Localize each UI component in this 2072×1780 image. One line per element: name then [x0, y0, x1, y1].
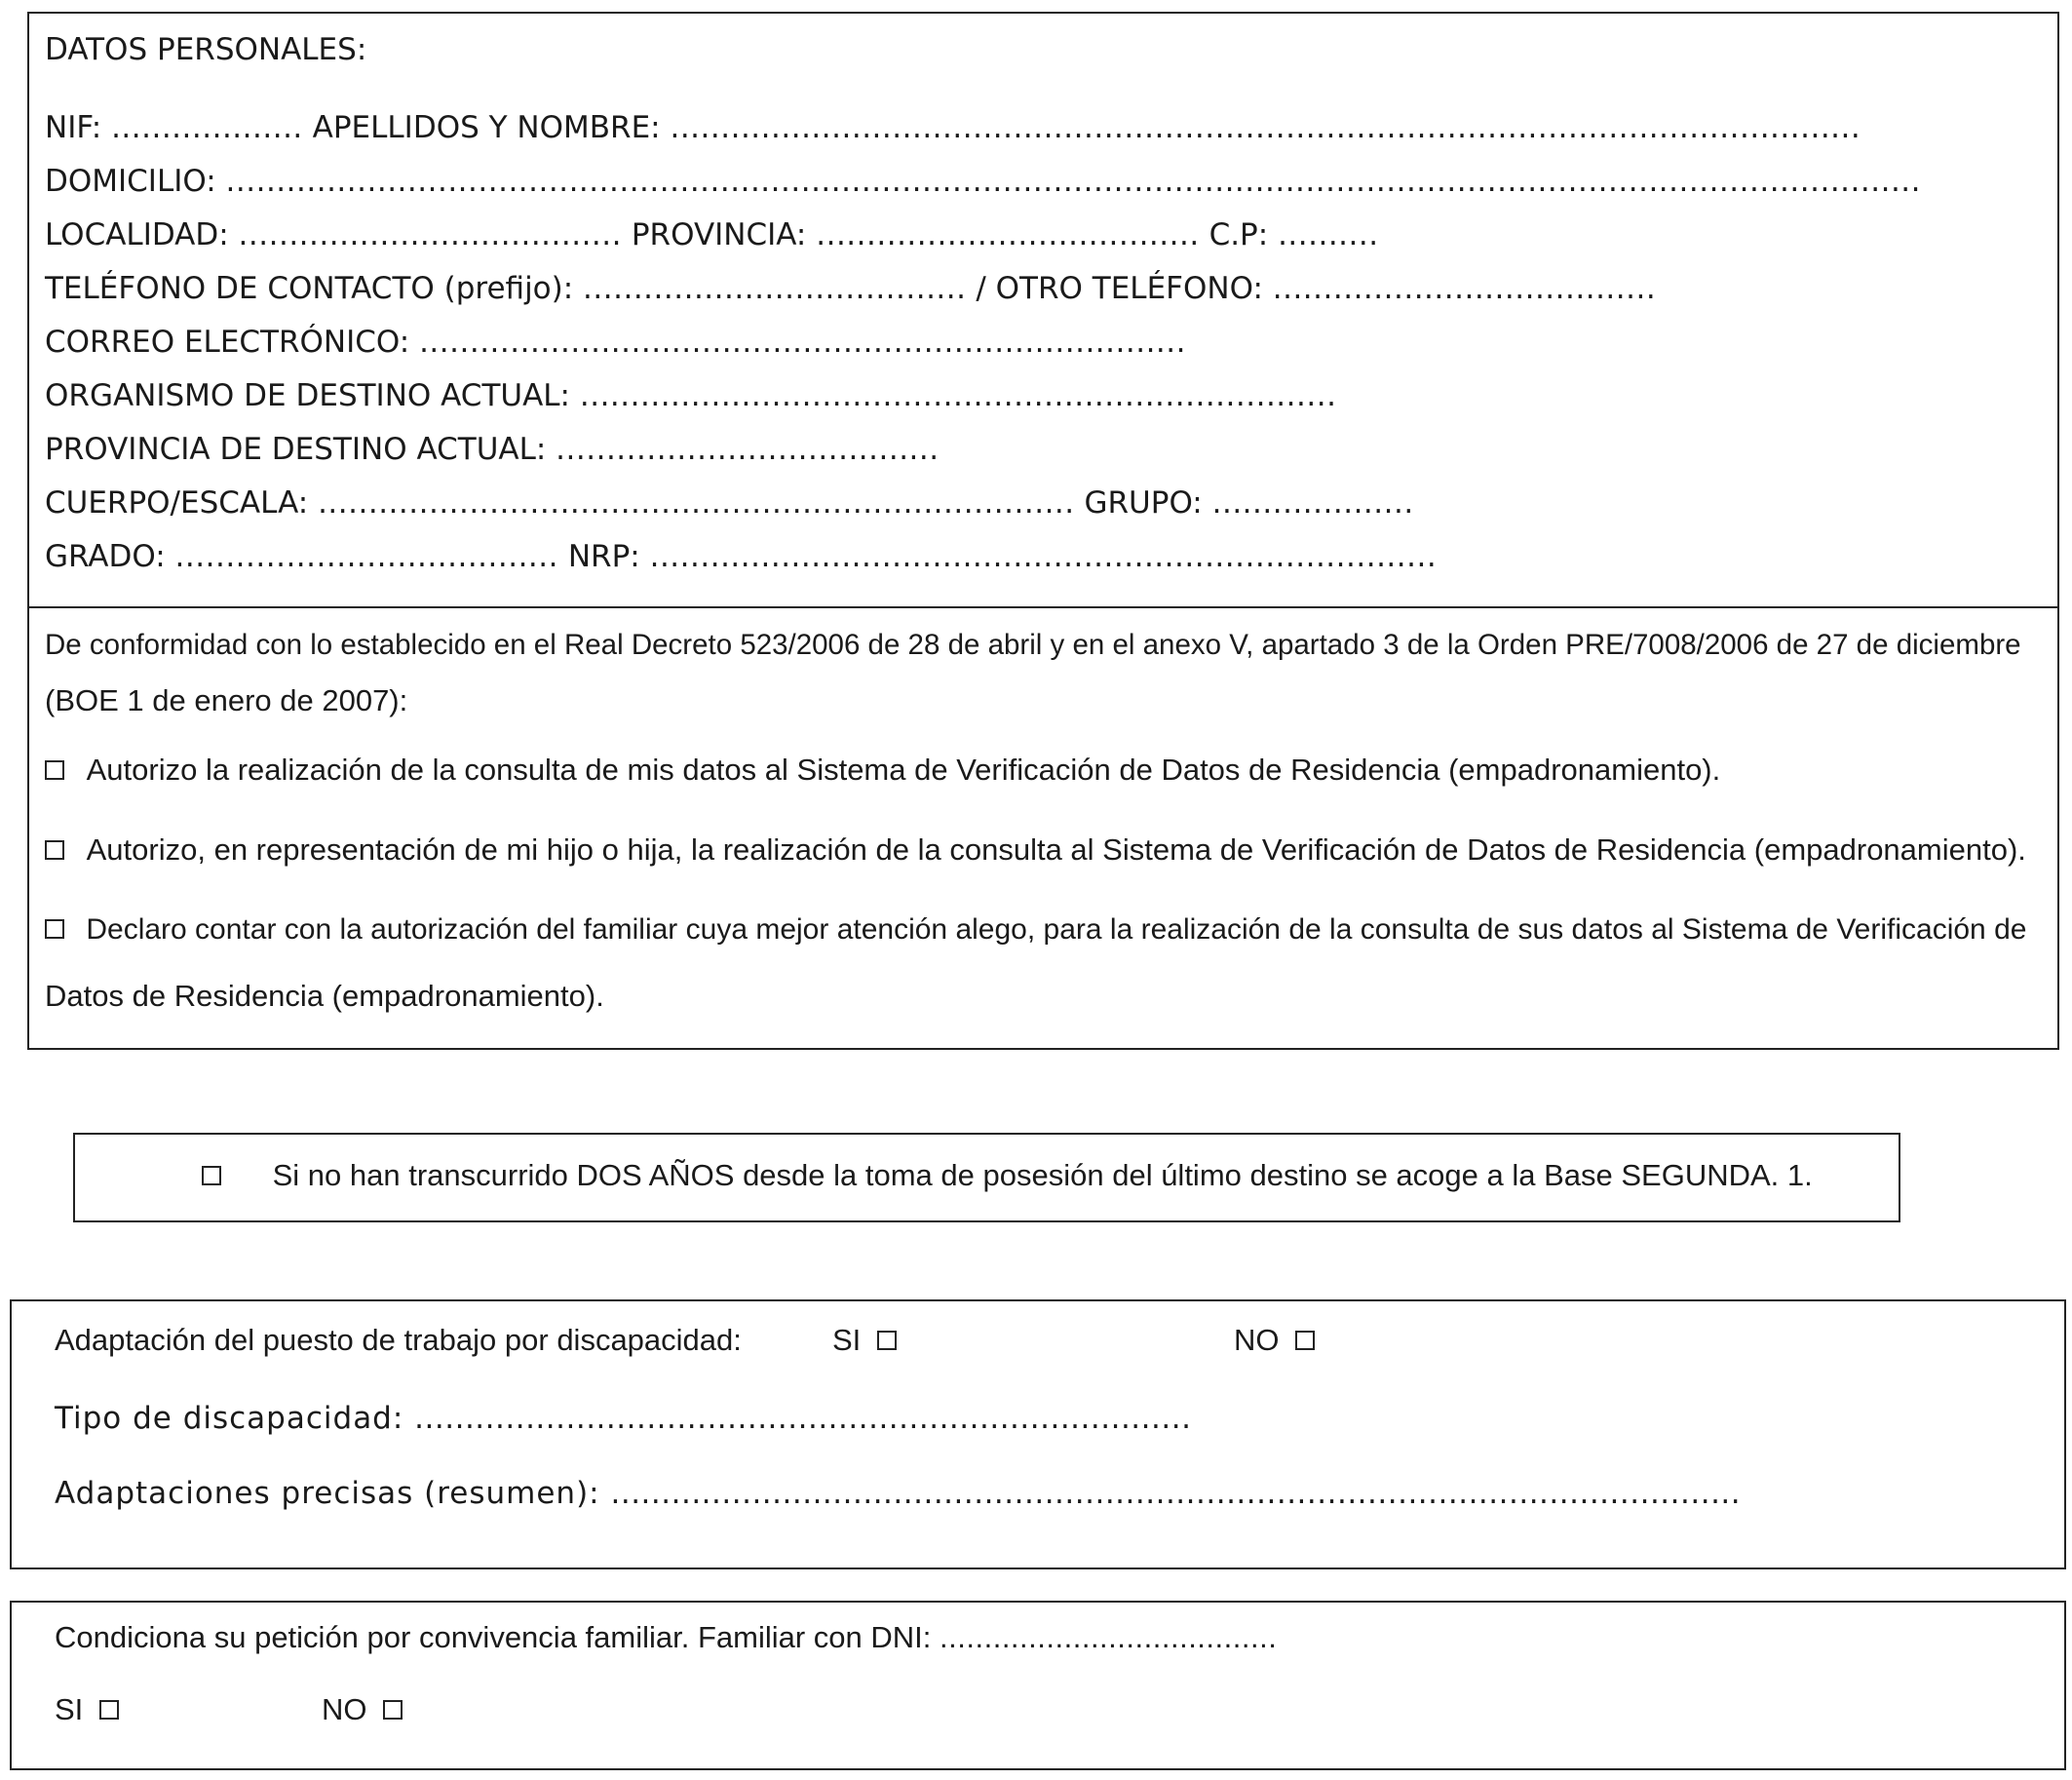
row-domicilio: [45, 162, 1921, 201]
disability-question: Adaptación del puesto de trabajo por discapacidad:: [55, 1323, 742, 1357]
correo-field[interactable]: ............................................................................: [419, 325, 1186, 360]
family-dni-field[interactable]: ......................................: [940, 1620, 1278, 1654]
disability-type-field[interactable]: .............................................................................: [414, 1401, 1192, 1436]
telefono-field[interactable]: ......................................: [583, 271, 967, 306]
domicilio-label: DOMICILIO:: [45, 164, 216, 199]
grado-field[interactable]: ......................................: [174, 539, 558, 574]
row-grado: [45, 537, 1437, 576]
provincia-label: PROVINCIA:: [631, 217, 807, 252]
disability-no-option: [1234, 1321, 1315, 1360]
otro-telefono-field[interactable]: ......................................: [1272, 271, 1657, 306]
family-yes-option: [55, 1690, 119, 1729]
consent-option-3: [45, 910, 2026, 949]
two-years-box: [73, 1133, 1900, 1222]
consent-option-1: [45, 751, 1720, 790]
cp-label: C.P:: [1209, 217, 1269, 252]
provincia-field[interactable]: ......................................: [816, 217, 1200, 252]
nif-label: NIF:: [45, 110, 102, 145]
provincia-destino-label: PROVINCIA DE DESTINO ACTUAL:: [45, 432, 547, 467]
row-nif: [45, 108, 1861, 147]
consent-intro-line2: (BOE 1 de enero de 2007):: [45, 683, 408, 717]
personal-data-box: [27, 12, 2059, 1050]
disability-adapt-label: Adaptaciones precisas (resumen):: [55, 1476, 600, 1511]
cp-field[interactable]: ..........: [1278, 217, 1379, 252]
apellidos-label: APELLIDOS Y NOMBRE:: [312, 110, 661, 145]
consent-option-3-label: Declaro contar con la autorización del familiar cuya mejor atención alego, para la realización de la consulta de sus datos al Sistema de Verificación de: [86, 913, 2027, 946]
correo-label: CORREO ELECTRÓNICO:: [45, 325, 410, 360]
disability-yes-option: [832, 1321, 897, 1360]
two-years-option: [202, 1156, 1813, 1195]
row-provincia-destino: [45, 430, 940, 469]
consent-option-3-checkbox[interactable]: [45, 919, 64, 939]
family-row: [55, 1618, 1277, 1657]
domicilio-field[interactable]: ........................................................................................................................................................................: [225, 164, 1922, 199]
disability-box: [10, 1299, 2066, 1569]
cuerpo-field[interactable]: ...........................................................................: [318, 485, 1075, 521]
grupo-field[interactable]: ....................: [1211, 485, 1414, 521]
consent-option-1-checkbox[interactable]: [45, 760, 64, 780]
personal-heading: DATOS PERSONALES:: [45, 32, 367, 67]
nrp-field[interactable]: ..............................................................................: [649, 539, 1438, 574]
consent-option-2-checkbox[interactable]: [45, 840, 64, 860]
otro-telefono-label: / OTRO TELÉFONO:: [976, 271, 1263, 306]
two-years-label: Si no han transcurrido DOS AÑOS desde la toma de posesión del último destino se acoge a la Base SEGUNDA. 1.: [272, 1158, 1813, 1192]
disability-adapt-row: [55, 1474, 1741, 1513]
family-yes-checkbox[interactable]: [99, 1700, 119, 1720]
row-organismo: [45, 376, 1336, 415]
disability-no-label: NO: [1234, 1323, 1280, 1357]
disability-type-row: [55, 1399, 1191, 1438]
cuerpo-label: CUERPO/ESCALA:: [45, 485, 309, 521]
two-years-checkbox[interactable]: [202, 1166, 221, 1185]
row-correo: [45, 323, 1186, 362]
family-no-checkbox[interactable]: [383, 1700, 403, 1720]
localidad-field[interactable]: ......................................: [238, 217, 622, 252]
family-label: Condiciona su petición por convivencia familiar. Familiar con DNI:: [55, 1620, 932, 1654]
consent-option-1-label: Autorizo la realización de la consulta de mis datos al Sistema de Verificación de Datos de Residencia (empadronamiento).: [86, 753, 1721, 787]
disability-yes-checkbox[interactable]: [877, 1331, 897, 1350]
disability-type-label: Tipo de discapacidad:: [55, 1401, 404, 1436]
family-box: [10, 1601, 2066, 1770]
section-divider: [29, 606, 2057, 608]
grupo-label: GRUPO:: [1084, 485, 1203, 521]
family-no-option: [322, 1690, 403, 1729]
telefono-label: TELÉFONO DE CONTACTO (prefijo):: [45, 271, 574, 306]
disability-adapt-field[interactable]: ................................................................................................................: [610, 1476, 1742, 1511]
grado-label: GRADO:: [45, 539, 166, 574]
disability-yes-label: SI: [832, 1323, 862, 1357]
organismo-label: ORGANISMO DE DESTINO ACTUAL:: [45, 378, 571, 413]
row-localidad: [45, 215, 1379, 254]
localidad-label: LOCALIDAD:: [45, 217, 229, 252]
nrp-label: NRP:: [567, 539, 640, 574]
row-cuerpo: [45, 484, 1414, 522]
consent-option-3-cont: Datos de Residencia (empadronamiento).: [45, 979, 604, 1013]
consent-option-2: [45, 831, 2026, 870]
family-no-label: NO: [322, 1692, 367, 1726]
provincia-destino-field[interactable]: ......................................: [556, 432, 940, 467]
consent-option-2-label: Autorizo, en representación de mi hijo o hija, la realización de la consulta al Sistema de Verificación de Datos de Residencia (empadronamiento).: [86, 832, 2026, 867]
apellidos-field[interactable]: ......................................................................................................................: [670, 110, 1861, 145]
organismo-field[interactable]: ...........................................................................: [579, 378, 1337, 413]
nif-field[interactable]: ...................: [111, 110, 303, 145]
family-yes-label: SI: [55, 1692, 84, 1726]
consent-intro-line1: De conformidad con lo establecido en el Real Decreto 523/2006 de 28 de abril y en el anexo V, apartado 3 de la Orden PRE/7008/2006 de 27 de diciembre: [45, 629, 2021, 661]
row-telefono: [45, 269, 1656, 308]
disability-no-checkbox[interactable]: [1295, 1331, 1315, 1350]
